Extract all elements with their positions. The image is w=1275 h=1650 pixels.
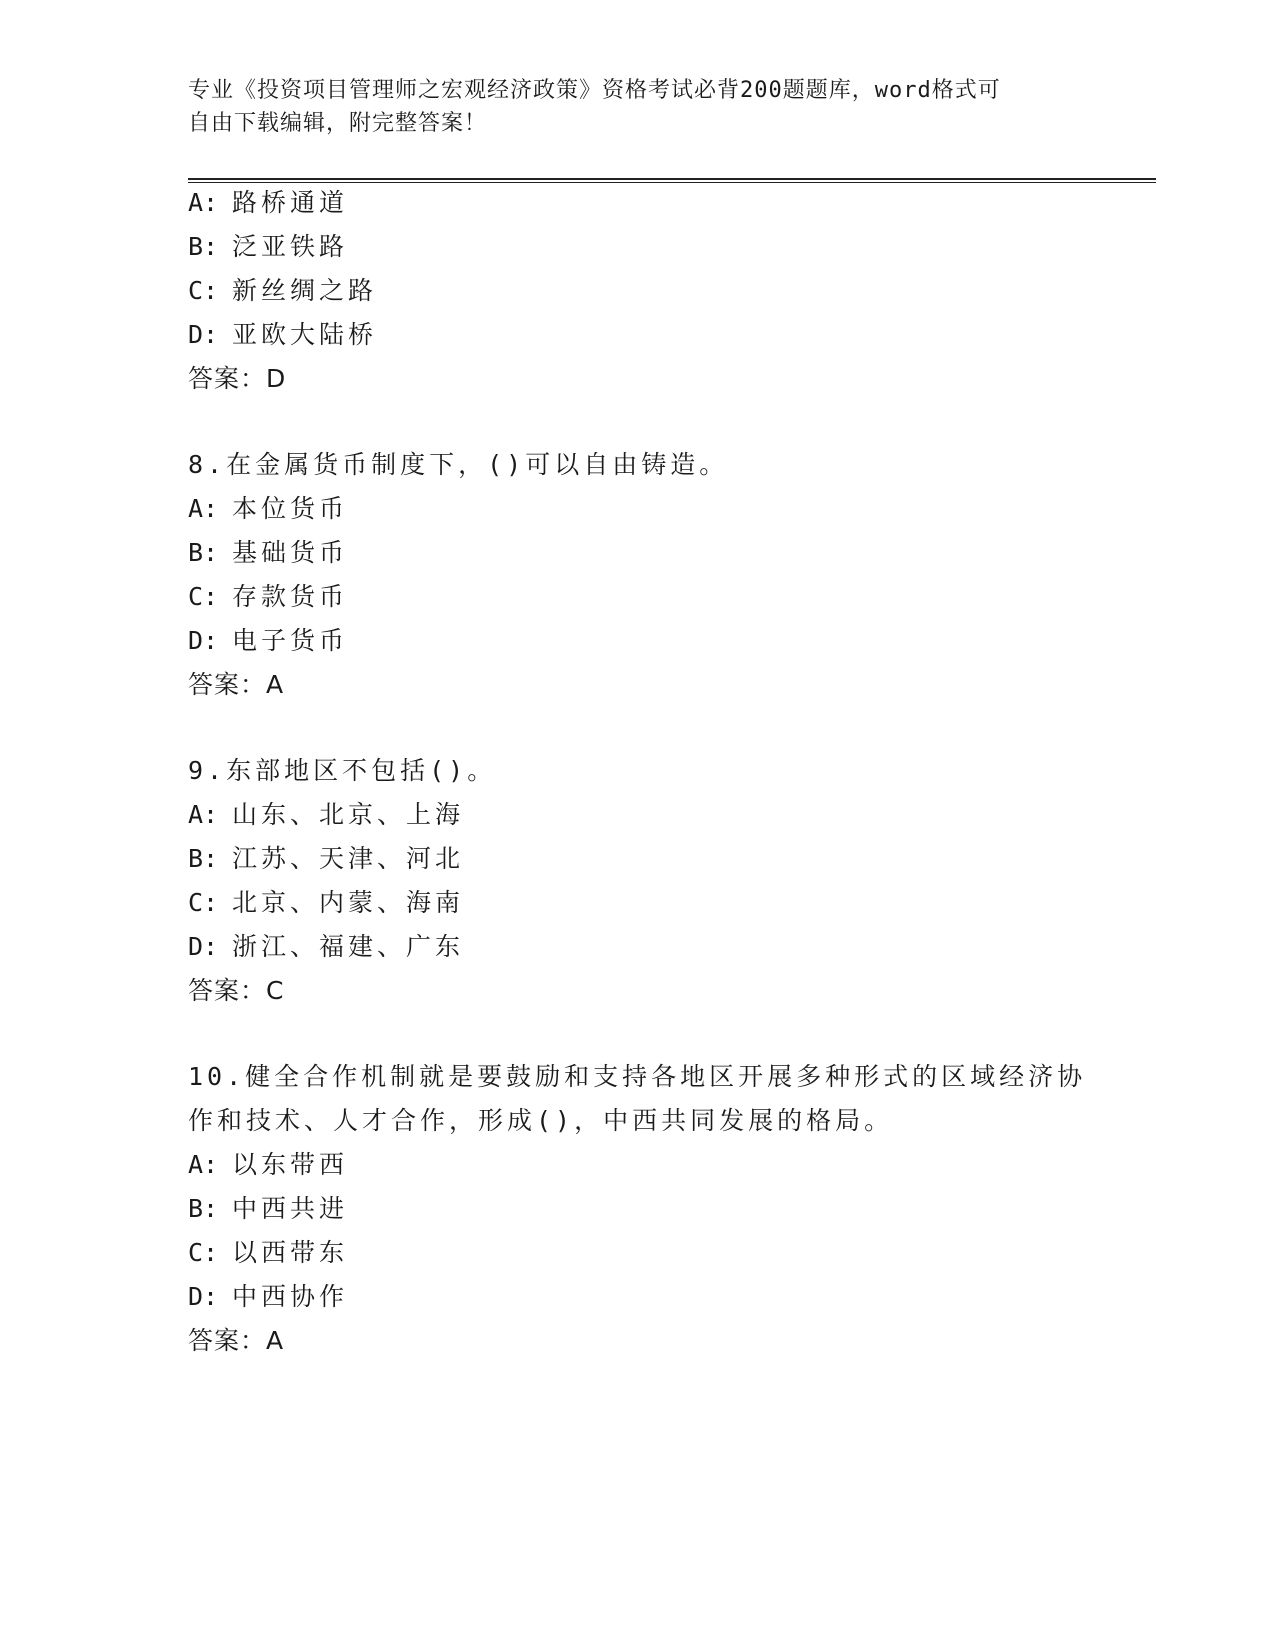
q7-answer: 答案：D bbox=[188, 364, 287, 393]
q10-option-d: D: 中西协作 bbox=[188, 1282, 349, 1311]
q7-option-c: C: 新丝绸之路 bbox=[188, 276, 378, 305]
q10-question-line-2: 作和技术、人才合作，形成()，中西共同发展的格局。 bbox=[188, 1106, 894, 1135]
header-title-line-1: 专业《投资项目管理师之宏观经济政策》资格考试必背200题题库，word格式可 bbox=[188, 78, 1001, 103]
q9-option-b: B: 江苏、天津、河北 bbox=[188, 844, 465, 873]
q10-option-a: A: 以东带西 bbox=[188, 1150, 349, 1179]
document-header bbox=[188, 74, 1088, 140]
q7-option-d: D: 亚欧大陆桥 bbox=[188, 320, 378, 349]
q9-option-c: C: 北京、内蒙、海南 bbox=[188, 888, 465, 917]
q10-option-c: C: 以西带东 bbox=[188, 1238, 349, 1267]
q9-option-d: D: 浙江、福建、广东 bbox=[188, 932, 465, 961]
q7-option-a: A: 路桥通道 bbox=[188, 188, 349, 217]
q8-answer: 答案：A bbox=[188, 670, 285, 699]
header-title-line-2: 自由下载编辑，附完整答案！ bbox=[188, 111, 488, 136]
q10-answer: 答案：A bbox=[188, 1326, 285, 1355]
q8-question: 8.在金属货币制度下，()可以自由铸造。 bbox=[188, 450, 729, 479]
q8-option-d: D: 电子货币 bbox=[188, 626, 349, 655]
q9-answer: 答案：C bbox=[188, 976, 285, 1005]
q9-question: 9.东部地区不包括()。 bbox=[188, 756, 497, 785]
q10-question-line-1: 10.健全合作机制就是要鼓励和支持各地区开展多种形式的区域经济协 bbox=[188, 1062, 1087, 1091]
q8-option-b: B: 基础货币 bbox=[188, 538, 349, 567]
q7-option-b: B: 泛亚铁路 bbox=[188, 232, 349, 261]
q8-option-c: C: 存款货币 bbox=[188, 582, 349, 611]
q10-option-b: B: 中西共进 bbox=[188, 1194, 349, 1223]
q9-option-a: A: 山东、北京、上海 bbox=[188, 800, 465, 829]
header-divider bbox=[188, 178, 1156, 183]
q8-option-a: A: 本位货币 bbox=[188, 494, 349, 523]
